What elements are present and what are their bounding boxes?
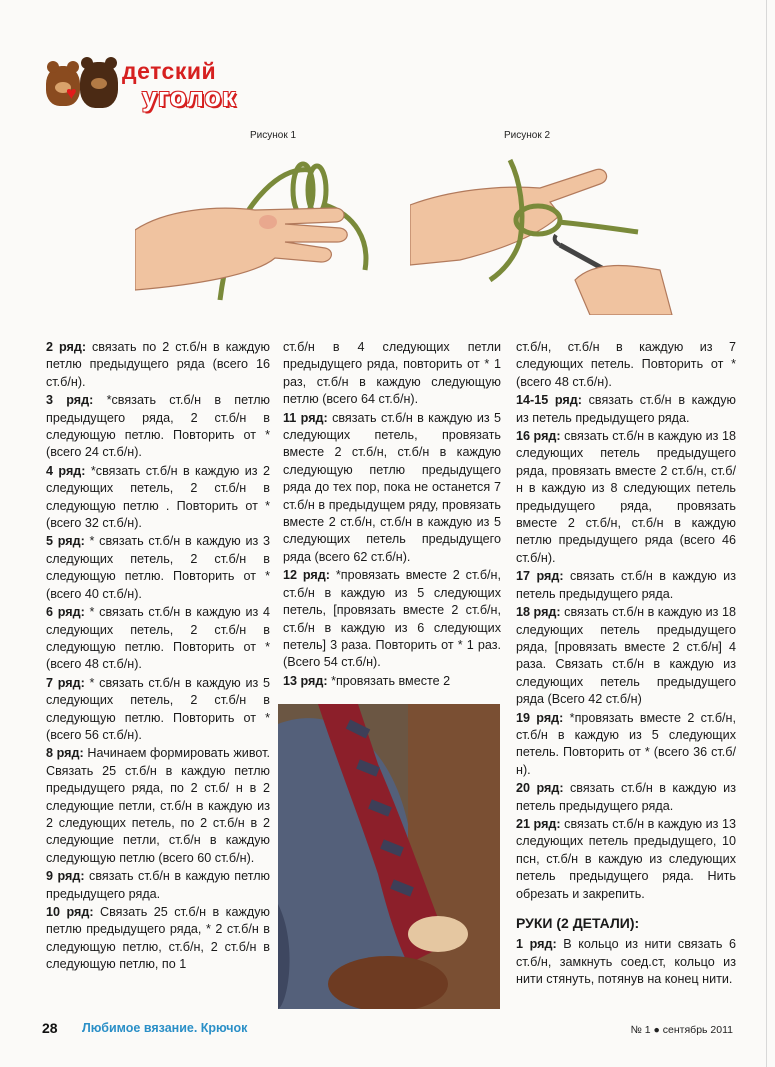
issue-info: № 1 ● сентябрь 2011 — [630, 1024, 733, 1036]
instruction-row: 8 ряд: Начинаем формировать живот. Связать 25 ст.б/н в каждую петлю предыдущего ряда, по 2 ст.б/ н в 2 следующие петли, ст.б/н в каждую из 2 следующих петель, по 2 ст.б/н в 2 следующие петли, ст.б/н в каждую следующую петлю (всего 60 ст.б/н). — [46, 746, 270, 865]
instruction-row: 20 ряд: связать ст.б/н в каждую из петель предыдущего ряда. — [516, 781, 736, 813]
text-column-1 — [46, 339, 270, 975]
section-logo — [42, 52, 292, 122]
text-column-2 — [283, 339, 501, 691]
instruction-row: 13 ряд: *провязать вместе 2 — [283, 673, 451, 688]
instruction-row: 2 ряд: связать по 2 ст.б/н в каждую петлю предыдущего ряда (всего 16 ст.б/н). — [46, 340, 270, 389]
page-number: 28 — [42, 1020, 58, 1036]
section-heading: РУКИ (2 ДЕТАЛИ): — [516, 915, 640, 931]
page-edge — [766, 0, 767, 1067]
brand-title-top: детский — [122, 58, 217, 84]
instruction-row: 16 ряд: связать ст.б/н в каждую из 18 следующих петель предыдущего ряда, провязать вместе 2 ст.б/н, ст.б/н в каждую из 8 следующих петель предыдущего ряда, провязать вместе 2 ст.б/н, ст.б/н в каждую петлю предыдущего ряда (всего 46 ст.б/н). — [516, 429, 737, 565]
brand-title-bottom: уголок — [142, 82, 237, 112]
instruction-row: 11 ряд: связать ст.б/н в каждую из 5 следующих петель, провязать вместе 2 ст.б/н, ст.б/н в каждую следующую петлю предыдущего ряда до тех пор, пока не останется 7 ст.б/н в предыдущем ряду, провязать вместе 2 ст.б/н, ст.б/н в каждую из 5 следующих петель предыдущего ряда (всего 62 ст.б/н). — [283, 410, 501, 564]
instruction-row: ст.б/н в 4 следующих петли предыдущего ряда, повторить от * 1 раз, ст.б/н в каждую следующую петлю (всего 64 ст.б/н). — [283, 340, 501, 407]
magazine-title: Любимое вязание. Крючок — [82, 1021, 248, 1035]
figure-1-caption: Рисунок 1 — [250, 130, 297, 141]
instruction-row: 19 ряд: *провязать вместе 2 ст.б/н, ст.б/н в каждую из 5 следующих петель. Повторить от * (всего 36 ст.б/н). — [516, 710, 736, 777]
instruction-row: 4 ряд: *связать ст.б/н в каждую из 2 следующих петель, 2 ст.б/н в следующую петлю . Повторить от * (всего 32 ст.б/н). — [46, 463, 270, 531]
instruction-row: 18 ряд: связать ст.б/н в каждую из 18 следующих петель предыдущего ряда, [провязать вместе 2 ст.б/н] 4 раза. Связать ст.б/н в каждую из следующих петель предыдущего ряда (Всего 42 ст.б/н) — [516, 605, 737, 707]
figure-1-illustration — [135, 150, 380, 310]
instruction-row: 3 ряд: *связать ст.б/н в петлю предыдущего ряда, 2 ст.б/н в следующую петлю. Повторить от * (всего 24 ст.б/н). — [46, 393, 271, 460]
figure-2-illustration — [410, 150, 675, 315]
instruction-row: 12 ряд: *провязать вместе 2 ст.б/н, ст.б/н в каждую из 5 следующих петель, [провязать вместе 2 ст.б/н, ст.б/н в каждую из 6 следующих петель] 3 раза. Повторить от * 1 раз. (Всего 54 ст.б/н). — [283, 568, 501, 670]
instruction-row: 6 ряд: * связать ст.б/н в каждую из 4 следующих петель, 2 ст.б/н в следующую петлю. Повторить от * (всего 48 ст.б/н). — [46, 605, 270, 672]
instruction-row: 10 ряд: Связать 25 ст.б/н в каждую петлю предыдущего ряда, * 2 ст.б/н в следующую петлю, ст.б/н, 2 ст.б/н в следующую петлю, по 1 — [46, 905, 270, 972]
instruction-row: 7 ряд: * связать ст.б/н в каждую из 5 следующих петель, 2 ст.б/н в следующую петлю. Повторить от * (всего 56 ст.б/н). — [46, 675, 270, 742]
instruction-row: 1 ряд: В кольцо из нити связать 6 ст.б/н, замкнуть соед.ст, кольцо из нити стянуть, потянув на конец нити. — [516, 937, 736, 987]
figure-2-caption: Рисунок 2 — [504, 130, 551, 141]
text-column-3 — [516, 339, 736, 990]
instruction-row: 5 ряд: * связать ст.б/н в каждую из 3 следующих петель, 2 ст.б/н в следующую петлю. Повторить от * (всего 40 ст.б/н). — [46, 534, 270, 601]
instruction-row: 9 ряд: связать ст.б/н в каждую петлю предыдущего ряда. — [46, 869, 270, 901]
teddy-bear-icon — [80, 62, 118, 108]
instruction-row: 17 ряд: связать ст.б/н в каждую из петель предыдущего ряда. — [516, 569, 736, 601]
heart-icon: ♥ — [66, 83, 77, 103]
instruction-row: 14-15 ряд: связать ст.б/н в каждую из петель предыдущего ряда. — [516, 393, 736, 425]
toy-photo — [278, 704, 500, 1009]
instruction-row: 21 ряд: связать ст.б/н в каждую из 13 следующих петель предыдущего, 10 псн, ст.б/н в каждую из следующих петель предыдущего ряда. Нить обрезать и закрепить. — [516, 816, 737, 901]
instruction-row: ст.б/н, ст.б/н в каждую из 7 следующих петель. Повторить от * (всего 48 ст.б/н). — [516, 340, 736, 389]
